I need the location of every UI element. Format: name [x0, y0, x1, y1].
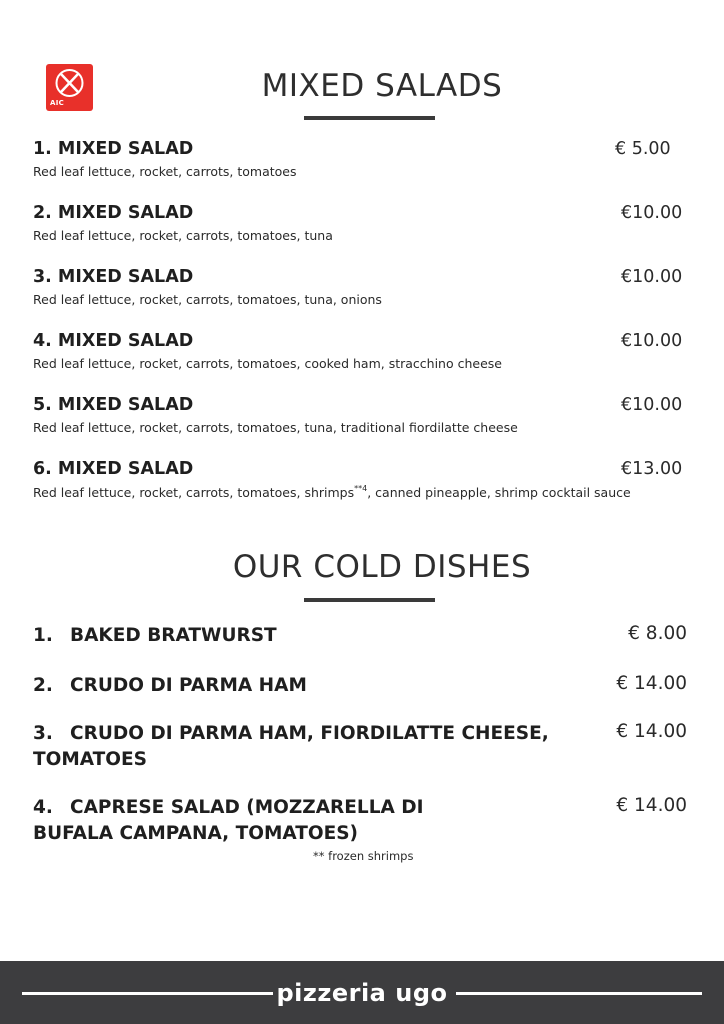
salad-3-name: 3. MIXED SALAD	[33, 267, 194, 287]
salad-3-desc: Red leaf lettuce, rocket, carrots, tomatoes, tuna, onions	[33, 292, 382, 307]
salad-6-name: 6. MIXED SALAD	[33, 459, 194, 479]
salad-5-price: €10.00	[621, 395, 683, 415]
footer-bar	[0, 961, 724, 1024]
cold-dish-3-label-line1: CRUDO DI PARMA HAM, FIORDILATTE CHEESE,	[70, 723, 549, 744]
salad-6-desc-part2: , canned pineapple, shrimp cocktail sauce	[367, 485, 631, 500]
brand-name: pizzeria ugo	[273, 979, 452, 1007]
cold-dish-1-price: € 8.00	[628, 623, 687, 644]
salad-6-desc-footnote-mark: **4	[354, 484, 368, 493]
salad-6-price: €13.00	[621, 459, 683, 479]
logo-text: AIC	[50, 99, 65, 107]
cold-dish-3-label-line2: TOMATOES	[33, 749, 147, 770]
cold-dish-2-number: 2.	[33, 675, 53, 696]
cold-dish-1-label: BAKED BRATWURST	[70, 625, 277, 646]
section-title-cold-dishes: OUR COLD DISHES	[232, 549, 532, 585]
cold-dish-1-name	[33, 623, 277, 649]
footnote: ** frozen shrimps	[313, 849, 414, 863]
cold-dish-4-name	[33, 795, 423, 847]
salad-1-desc: Red leaf lettuce, rocket, carrots, tomatoes	[33, 164, 297, 179]
cold-dish-2-price: € 14.00	[616, 673, 687, 694]
cold-dish-3-name	[33, 721, 549, 773]
cold-dish-2-name	[33, 673, 307, 699]
salad-3-price: €10.00	[621, 267, 683, 287]
salad-6-desc	[33, 484, 631, 500]
salad-2-desc: Red leaf lettuce, rocket, carrots, tomatoes, tuna	[33, 228, 333, 243]
cold-dish-4-label-line1: CAPRESE SALAD (MOZZARELLA DI	[70, 797, 424, 818]
salad-5-name: 5. MIXED SALAD	[33, 395, 194, 415]
salad-5-desc: Red leaf lettuce, rocket, carrots, tomatoes, tuna, traditional fiordilatte cheese	[33, 420, 518, 435]
salad-2-price: €10.00	[621, 203, 683, 223]
cold-dish-3-price: € 14.00	[616, 721, 687, 742]
salad-6-desc-part1: Red leaf lettuce, rocket, carrots, tomatoes, shrimps	[33, 485, 355, 500]
footer-brand	[0, 978, 724, 1008]
section-title-mixed-salads: MIXED SALADS	[261, 68, 503, 104]
cold-dish-4-label-line2: BUFALA CAMPANA, TOMATOES)	[33, 823, 358, 844]
cold-dish-3-number: 3.	[33, 723, 53, 744]
cold-dish-4-number: 4.	[33, 797, 53, 818]
title-underline	[304, 116, 435, 120]
title-underline	[304, 598, 435, 602]
salad-4-price: €10.00	[621, 331, 683, 351]
salad-4-name: 4. MIXED SALAD	[33, 331, 194, 351]
cold-dish-4-price: € 14.00	[616, 795, 687, 816]
cold-dish-1-number: 1.	[33, 625, 53, 646]
cold-dish-2-label: CRUDO DI PARMA HAM	[70, 675, 307, 696]
salad-1-price: € 5.00	[615, 139, 671, 159]
salad-2-name: 2. MIXED SALAD	[33, 203, 194, 223]
salad-4-desc: Red leaf lettuce, rocket, carrots, tomatoes, cooked ham, stracchino cheese	[33, 356, 502, 371]
salad-1-name: 1. MIXED SALAD	[33, 139, 194, 159]
